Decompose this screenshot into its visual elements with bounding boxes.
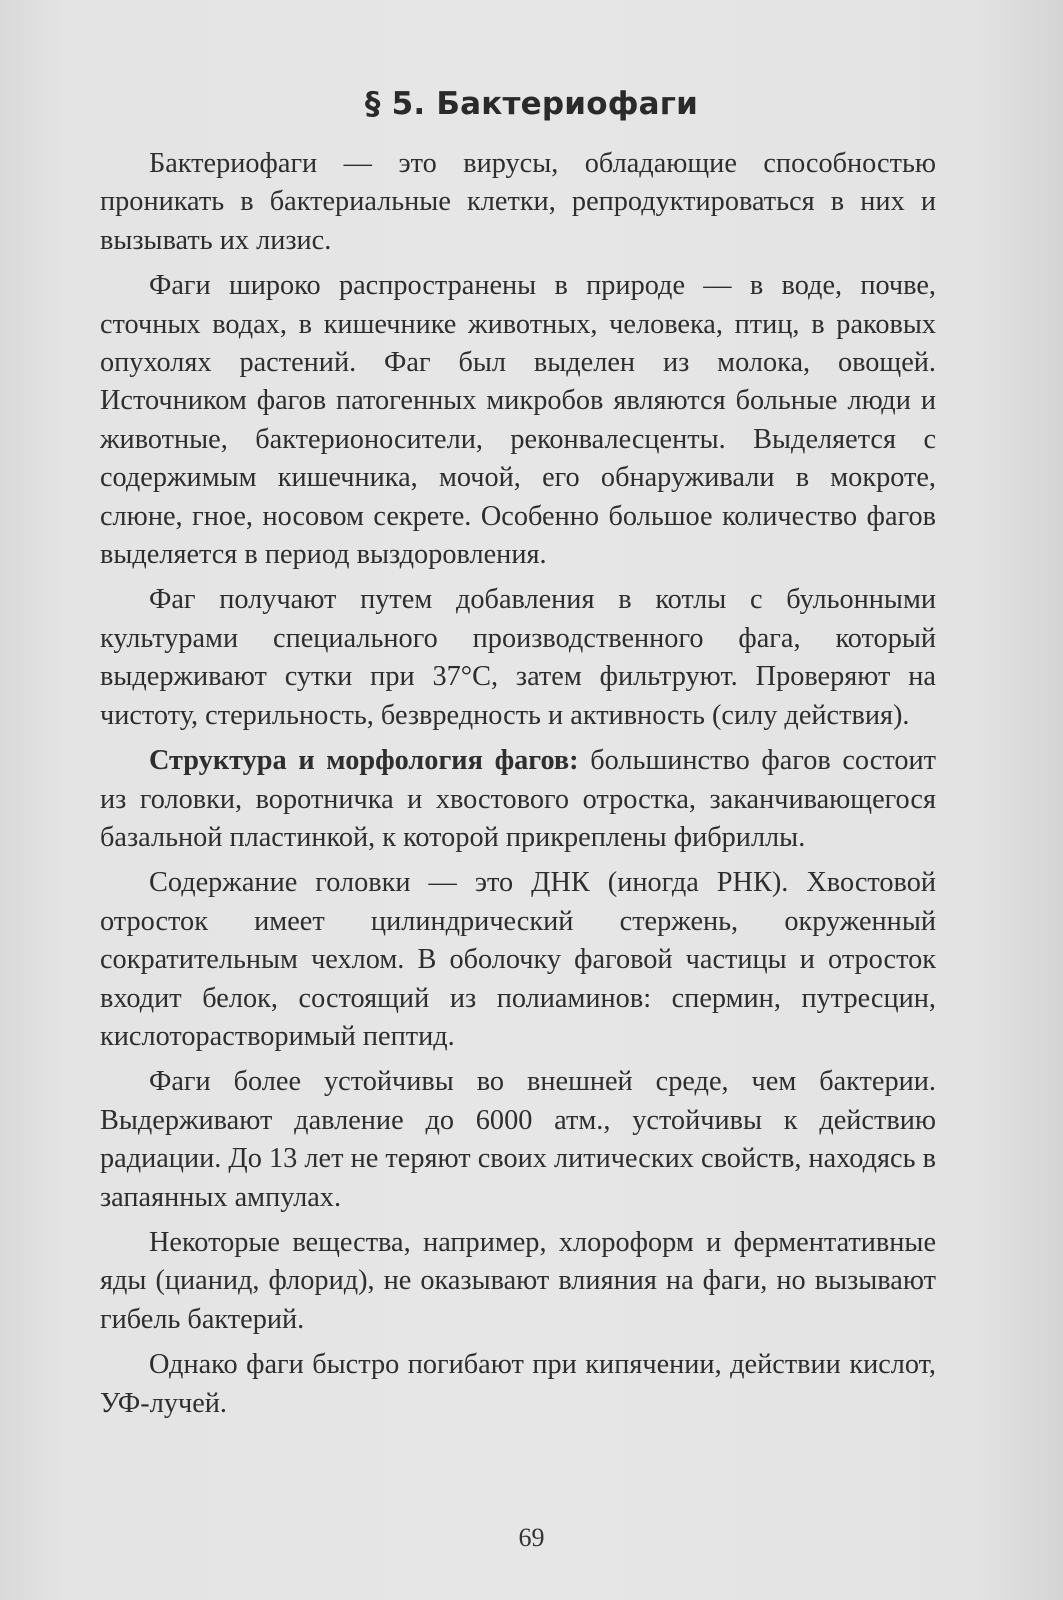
paragraph-chemicals: Некоторые вещества, например, хлороформ и ферментативные яды (цианид, флорид), не оказывают влияния на фаги, но вызывают гибель бактерий. [100, 1226, 936, 1335]
paragraph-resistance: Фаги более устойчивы во внешней среде, чем бактерии. Выдерживают давление до 6000 атм., устойчивы к действию радиации. До 13 лет не теряют своих литических свойств, находясь в запаянных ампулах. [100, 1066, 936, 1213]
paragraph-production: Фаг получают путем добавления в котлы с бульонными культурами специального производственного фага, который выдерживают сутки при 37°С, затем фильтруют. Проверяют на чистоту, стерильность, безвредность и активность (силу действия). [100, 584, 936, 731]
structure-description: большинство фагов состоит из головки, воротничка и хвостового отростка, заканчивающегося базальной пластинкой, к которой прикреплены фибриллы. [100, 745, 936, 853]
paragraph-distribution: Фаги широко распространены в природе — в воде, почве, сточных водах, в кишечнике животных, человека, птиц, в раковых опухолях растений. Фаг был выделен из молока, овощей. Источником фагов патогенных микробов являются больные люди и животные, бактерионосители, реконвалесценты. Выделяется с содержимым кишечника, мочой, его обнаруживали в мокроте, слюне, гное, носовом секрете. Особенно большое количество фагов выделяется в период выздоровления. [100, 270, 936, 571]
structure-term: Структура и морфология фагов: [149, 745, 579, 777]
paragraph-definition: Бактериофаги — это вирусы, обладающие способностью проникать в бактериальные клетки, репродуктироваться в них и вызывать их лизис. [100, 148, 936, 256]
body-text [100, 145, 936, 1430]
paragraph-head-content: Содержание головки — это ДНК (иногда РНК). Хвостовой отросток имеет цилиндрический стержень, окруженный сократительным чехлом. В оболочку фаговой частицы и отросток входит белок, состоящий из полиаминов: спермин, путресцин, кислоторастворимый пептид. [100, 867, 936, 1052]
paragraph-structure [100, 742, 936, 857]
page-number: 69 [518, 1523, 545, 1552]
paragraph-inactivation: Однако фаги быстро погибают при кипячении, действии кислот, УФ-лучей. [100, 1349, 936, 1419]
section-heading: § 5. Бактериофаги [364, 86, 699, 122]
